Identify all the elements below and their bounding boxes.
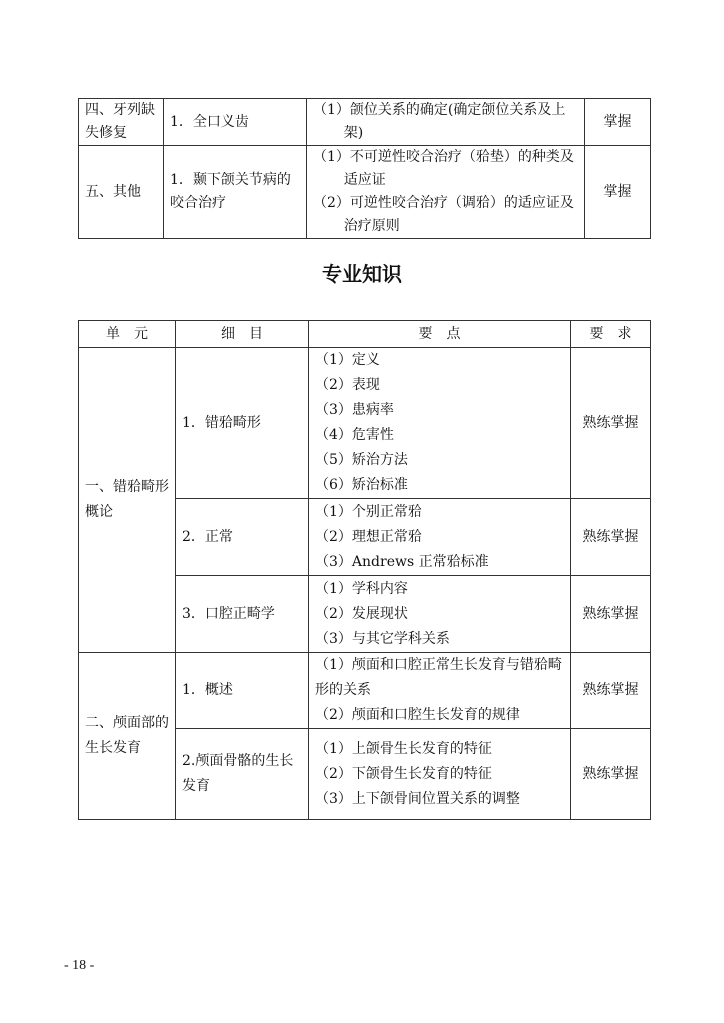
unit-cell: 四、牙列缺失修复 — [79, 99, 164, 146]
header-requirement: 要 求 — [571, 321, 651, 348]
point-text: （6）矫治标准 — [315, 477, 408, 493]
item-cell: 2．正常 — [176, 499, 309, 576]
point-text: （2）发展现状 — [315, 605, 408, 622]
points-cell — [309, 653, 571, 729]
unit-cell: 五、其他 — [79, 146, 164, 239]
table-row — [79, 653, 651, 729]
points-cell — [309, 499, 571, 576]
requirement-cell: 掌握 — [585, 99, 651, 146]
unit-cell: 二、颅面部的生长发育 — [79, 653, 176, 820]
points-cell — [309, 729, 571, 820]
item-cell: 1．颞下颌关节病的咬合治疗 — [164, 146, 307, 239]
point-text: （2）可逆性咬合治疗（调𬌗）的适应证及治疗原则 — [313, 195, 574, 234]
table-row — [79, 99, 651, 146]
table-row — [79, 146, 651, 239]
point-text: （1）颅面和口腔正常生长发育与错𬌗畸形的关系 — [315, 657, 562, 698]
points-cell — [309, 348, 571, 499]
point-text: （1）学科内容 — [315, 580, 408, 597]
point-text: （1）颌位关系的确定(确定颌位关系及上架) — [313, 102, 566, 141]
item-cell: 2.颅面骨骼的生长发育 — [176, 729, 309, 820]
table-header-row — [79, 321, 651, 348]
points-cell — [309, 576, 571, 653]
point-text: （1）上颌骨生长发育的特征 — [315, 740, 492, 757]
header-points: 要 点 — [309, 321, 571, 348]
point-text: （1）定义 — [315, 352, 380, 368]
top-table — [78, 98, 651, 239]
page-number: - 18 - — [64, 958, 95, 973]
requirement-cell: 熟练掌握 — [571, 499, 651, 576]
requirement-cell: 熟练掌握 — [571, 653, 651, 729]
point-text: （3）患病率 — [315, 402, 394, 418]
requirement-cell: 熟练掌握 — [571, 348, 651, 499]
section-title: 专业知识 — [322, 262, 402, 286]
point-text: （5）矫治方法 — [315, 452, 408, 468]
point-text: （4）危害性 — [315, 427, 394, 443]
points-cell — [307, 99, 585, 146]
point-text: （1）不可逆性咬合治疗（𬌗垫）的种类及适应证 — [313, 149, 574, 188]
item-cell: 1．全口义齿 — [164, 99, 307, 146]
point-text: （2）颅面和口腔生长发育的规律 — [315, 707, 520, 723]
requirement-cell: 熟练掌握 — [571, 576, 651, 653]
header-unit: 单 元 — [79, 321, 176, 348]
table-row — [79, 348, 651, 499]
point-text: （2）表现 — [315, 377, 380, 393]
requirement-cell: 掌握 — [585, 146, 651, 239]
points-cell — [307, 146, 585, 239]
point-text: （3）Andrews 正常𬌗标准 — [315, 553, 489, 570]
requirement-cell: 熟练掌握 — [571, 729, 651, 820]
header-item: 细 目 — [176, 321, 309, 348]
point-text: （2）下颌骨生长发育的特征 — [315, 765, 492, 782]
point-text: （3）上下颌骨间位置关系的调整 — [315, 790, 520, 807]
item-cell: 1．错𬌗畸形 — [176, 348, 309, 499]
item-cell: 3．口腔正畸学 — [176, 576, 309, 653]
unit-cell: 一、错𬌗畸形概论 — [79, 348, 176, 653]
main-table — [78, 320, 651, 820]
point-text: （2）理想正常𬌗 — [315, 528, 422, 545]
item-cell: 1．概述 — [176, 653, 309, 729]
point-text: （3）与其它学科关系 — [315, 630, 450, 647]
point-text: （1）个别正常𬌗 — [315, 503, 422, 520]
